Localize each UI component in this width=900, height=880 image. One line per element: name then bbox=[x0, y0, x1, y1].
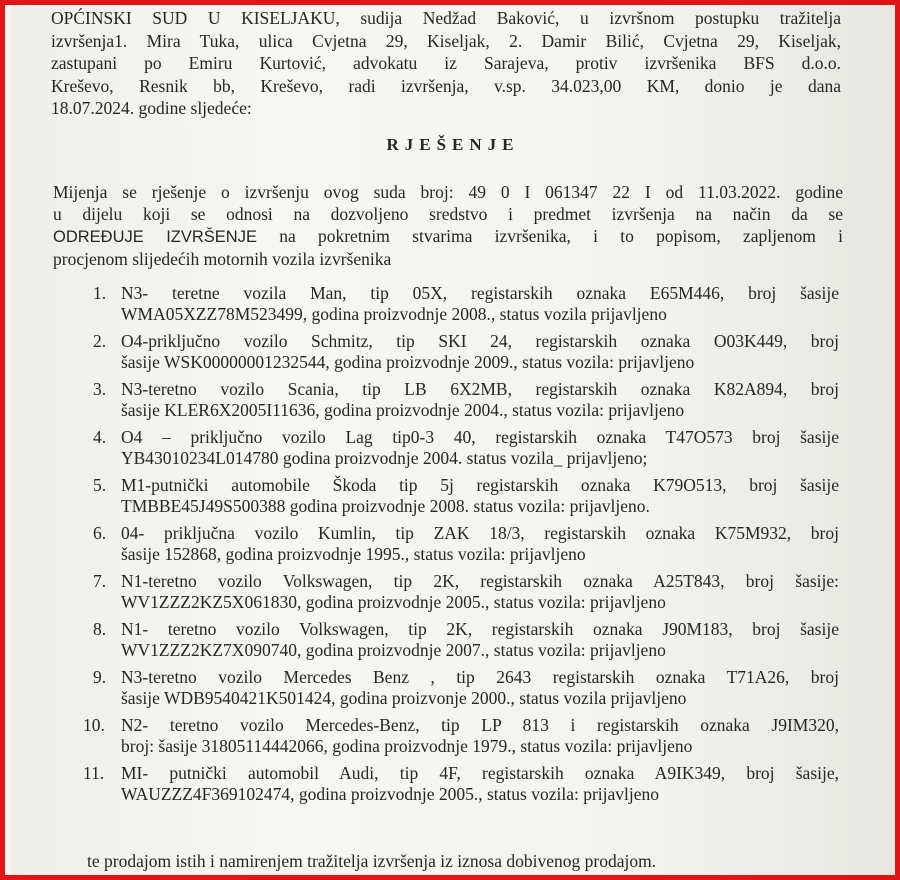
list-item bbox=[87, 571, 839, 613]
item-number: 1. bbox=[93, 283, 107, 303]
document-page bbox=[11, 5, 895, 880]
ruling-line: procjenom slijedećih motornih vozila izvršenika bbox=[53, 249, 392, 269]
item-line: WAUZZZ4F369102474, godina proizvodnje 2005., status vozila: prijavljeno bbox=[121, 784, 660, 804]
list-item bbox=[87, 379, 839, 421]
intro-line: 18.07.2024. godine sljedeće: bbox=[51, 98, 252, 118]
item-number: 2. bbox=[93, 331, 107, 351]
list-item bbox=[87, 667, 839, 709]
ruling-emphasis: ODREĐUJE IZVRŠENJE bbox=[53, 228, 257, 246]
list-item bbox=[87, 427, 839, 469]
item-number: 3. bbox=[93, 379, 107, 399]
item-line: O4 – priključno vozilo Lag tip0-3 40, registarskih oznaka T47O573 broj šasije bbox=[121, 427, 839, 447]
item-line: WV1ZZZ2KZ7X090740, godina proizvodnje 2007., status vozila: prijavljeno bbox=[121, 640, 666, 660]
list-item bbox=[87, 619, 839, 661]
item-line: šasije WSK00000001232544, godina proizvodnje 2009., status vozila: prijavljeno bbox=[121, 352, 695, 372]
item-number: 10. bbox=[83, 715, 105, 735]
intro-line: OPĆINSKI SUD U KISELJAKU, sudija Nedžad Baković, u izvršnom postupku tražitelja bbox=[51, 8, 841, 28]
item-line: 04- priključna vozilo Kumlin, tip ZAK 18/3, registarskih oznaka K75M932, broj bbox=[121, 523, 839, 543]
item-line: WV1ZZZ2KZ5X061830, godina proizvodnje 2005., status vozila: prijavljeno bbox=[121, 592, 666, 612]
ruling-paragraph bbox=[53, 181, 843, 270]
item-line: N1- teretno vozilo Volkswagen, tip 2K, registarskih oznaka J90M183, broj šasije bbox=[121, 619, 839, 639]
item-line: TMBBE45J49S500388 godina proizvodnje 2008. status vozila: prijavljeno. bbox=[121, 496, 650, 516]
list-item bbox=[87, 283, 839, 325]
list-item bbox=[83, 763, 839, 805]
item-line: MI- putnički automobil Audi, tip 4F, registarskih oznaka A9IK349, broj šasije, bbox=[121, 763, 839, 783]
closing-line: te prodajom istih i namirenjem tražitelja izvršenja iz iznosa dobivenog prodajom. bbox=[87, 851, 657, 871]
item-number: 6. bbox=[93, 523, 107, 543]
item-number: 9. bbox=[93, 667, 107, 687]
list-item bbox=[87, 475, 839, 517]
list-item bbox=[83, 715, 839, 757]
vehicle-list bbox=[83, 283, 839, 811]
ruling-line bbox=[53, 225, 843, 248]
intro-line: Kreševo, Resnik bb, Kreševo, radi izvršenja, v.sp. 34.023,00 KM, donio je dana bbox=[51, 75, 841, 96]
item-number: 4. bbox=[93, 427, 107, 447]
item-line: N3- teretne vozila Man, tip 05X, registarskih oznaka E65M446, broj šasije bbox=[121, 283, 839, 303]
item-line: N3-teretno vozilo Scania, tip LB 6X2MB, registarskih oznaka K82A894, broj bbox=[121, 379, 839, 399]
item-line: M1-putnički automobile Škoda tip 5j registarskih oznaka K79O513, broj šasije bbox=[121, 475, 839, 495]
document-title: RJEŠENJE bbox=[386, 135, 520, 154]
item-line: YB43010234L014780 godina proizvodnje 2004. status vozila_ prijavljeno; bbox=[121, 448, 648, 468]
item-line: N2- teretno vozilo Mercedes-Benz, tip LP 813 i registarskih oznaka J9IM320, bbox=[121, 715, 839, 735]
item-line: N1-teretno vozilo Volkswagen, tip 2K, registarskih oznaka A25T843, broj šasije: bbox=[121, 571, 839, 591]
item-line: šasije KLER6X2005I11636, godina proizvodnje 2004., status vozila: prijavljeno bbox=[121, 400, 685, 420]
ruling-line: u dijelu koji se odnosi na dozvoljeno sredstvo i predmet izvršenja na način da se bbox=[53, 204, 843, 224]
intro-line: zastupani po Emiru Kurtović, advokatu iz Sarajeva, protiv izvršenika BFS d.o.o. bbox=[51, 53, 841, 73]
intro-paragraph bbox=[51, 7, 841, 120]
item-line: N3-teretno vozilo Mercedes Benz , tip 2643 registarskih oznaka T71A26, broj bbox=[121, 667, 839, 687]
ruling-line: Mijenja se rješenje o izvršenju ovog suda broj: 49 0 I 061347 22 I od 11.03.2022. godine bbox=[53, 182, 843, 202]
item-line: WMA05XZZ78M523499, godina proizvodnje 2008., status vozila prijavljeno bbox=[121, 304, 667, 324]
list-item bbox=[87, 523, 839, 565]
item-line: šasije 152868, godina proizvodnje 1995., status vozila: prijavljeno bbox=[121, 544, 586, 564]
item-line: broj: šasije 31805114442066, godina proizvodnje 1979., status vozila: prijavljeno bbox=[121, 736, 693, 756]
item-number: 8. bbox=[93, 619, 107, 639]
ruling-line-rest: na pokretnim stvarima izvršenika, i to popisom, zapljenom i bbox=[256, 226, 844, 246]
item-number: 11. bbox=[83, 763, 105, 783]
item-number: 5. bbox=[93, 475, 107, 495]
item-number: 7. bbox=[93, 571, 107, 591]
list-item bbox=[87, 331, 839, 373]
item-line: šasije WDB9540421K501424, godina proizvonje 2000., status vozila prijavljeno bbox=[121, 688, 687, 708]
intro-line: izvršenja1. Mira Tuka, ulica Cvjetna 29, Kiseljak, 2. Damir Bilić, Cvjetna 29, Kiseljak, bbox=[51, 30, 841, 51]
item-line: O4-priključno vozilo Schmitz, tip SKI 24, registarskih oznaka O03K449, broj bbox=[121, 331, 839, 351]
